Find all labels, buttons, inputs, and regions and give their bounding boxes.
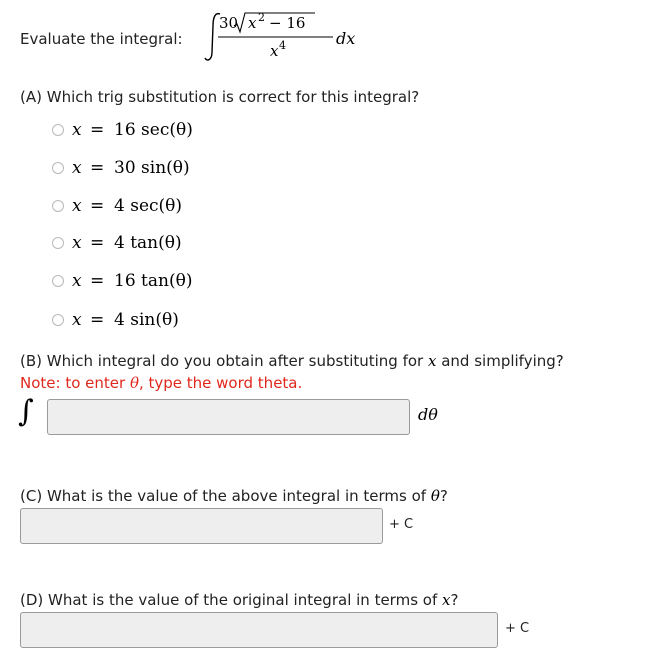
option-rhs: 16 tan(θ) bbox=[114, 271, 193, 291]
part-b-question bbox=[20, 352, 564, 370]
radicand-minus: − 16 bbox=[269, 14, 306, 32]
part-d-suffix: + C bbox=[505, 621, 530, 636]
radio-button[interactable] bbox=[52, 237, 64, 249]
differential: dx bbox=[336, 29, 356, 48]
part-c-suffix: + C bbox=[389, 517, 414, 532]
option-row[interactable] bbox=[52, 120, 222, 142]
radio-button[interactable] bbox=[52, 275, 64, 287]
integral-expression bbox=[203, 8, 363, 64]
part-a-question: (A) Which trig substitution is correct for this integral? bbox=[20, 88, 420, 106]
option-rhs: 4 sec(θ) bbox=[114, 196, 183, 216]
equals-sign: = bbox=[90, 310, 105, 330]
part-b-question-post: and simplifying? bbox=[436, 352, 564, 370]
option-var: x bbox=[72, 271, 82, 291]
radicand-base: x bbox=[248, 14, 257, 32]
option-rhs: 16 sec(θ) bbox=[114, 120, 193, 140]
part-b-question-var: x bbox=[428, 352, 437, 370]
option-row[interactable] bbox=[52, 196, 222, 218]
radio-button[interactable] bbox=[52, 314, 64, 326]
equals-sign: = bbox=[90, 158, 105, 178]
part-c-question-post: ? bbox=[439, 487, 448, 505]
option-var: x bbox=[72, 196, 82, 216]
denominator-exponent: 4 bbox=[279, 39, 286, 52]
radio-button[interactable] bbox=[52, 200, 64, 212]
part-d-question-pre: (D) What is the value of the original integral in terms of bbox=[20, 591, 442, 609]
part-d-question bbox=[20, 591, 458, 609]
note-var: θ bbox=[129, 374, 139, 392]
part-b-answer-input[interactable] bbox=[47, 399, 410, 435]
integral-sign: ∫ bbox=[18, 394, 34, 429]
part-d-answer-input[interactable] bbox=[20, 612, 498, 648]
option-row[interactable] bbox=[52, 310, 222, 332]
option-row[interactable] bbox=[52, 233, 222, 255]
option-row[interactable] bbox=[52, 158, 222, 180]
part-b-note bbox=[20, 374, 302, 392]
equals-sign: = bbox=[90, 196, 105, 216]
option-var: x bbox=[72, 310, 82, 330]
denominator-base: x bbox=[270, 42, 279, 60]
option-rhs: 4 sin(θ) bbox=[114, 310, 179, 330]
numerator-coefficient: 30 bbox=[219, 14, 239, 32]
option-var: x bbox=[72, 120, 82, 140]
part-d-question-post: ? bbox=[450, 591, 459, 609]
option-var: x bbox=[72, 158, 82, 178]
equals-sign: = bbox=[90, 271, 105, 291]
equals-sign: = bbox=[90, 233, 105, 253]
intro-label: Evaluate the integral: bbox=[20, 30, 183, 48]
part-d-question-var: x bbox=[442, 591, 451, 609]
radicand-exponent: 2 bbox=[258, 11, 265, 24]
part-c-question-var: θ bbox=[430, 487, 440, 505]
part-c-question-pre: (C) What is the value of the above integral in terms of bbox=[20, 487, 431, 505]
part-b-suffix: dθ bbox=[418, 405, 438, 424]
radio-button[interactable] bbox=[52, 162, 64, 174]
option-var: x bbox=[72, 233, 82, 253]
part-c-question bbox=[20, 487, 448, 505]
option-rhs: 4 tan(θ) bbox=[114, 233, 182, 253]
option-rhs: 30 sin(θ) bbox=[114, 158, 190, 178]
part-b-question-pre: (B) Which integral do you obtain after substituting for bbox=[20, 352, 428, 370]
equals-sign: = bbox=[90, 120, 105, 140]
note-post: , type the word theta. bbox=[138, 374, 303, 392]
note-pre: Note: to enter bbox=[20, 374, 130, 392]
part-c-answer-input[interactable] bbox=[20, 508, 383, 544]
radio-button[interactable] bbox=[52, 124, 64, 136]
option-row[interactable] bbox=[52, 271, 222, 293]
